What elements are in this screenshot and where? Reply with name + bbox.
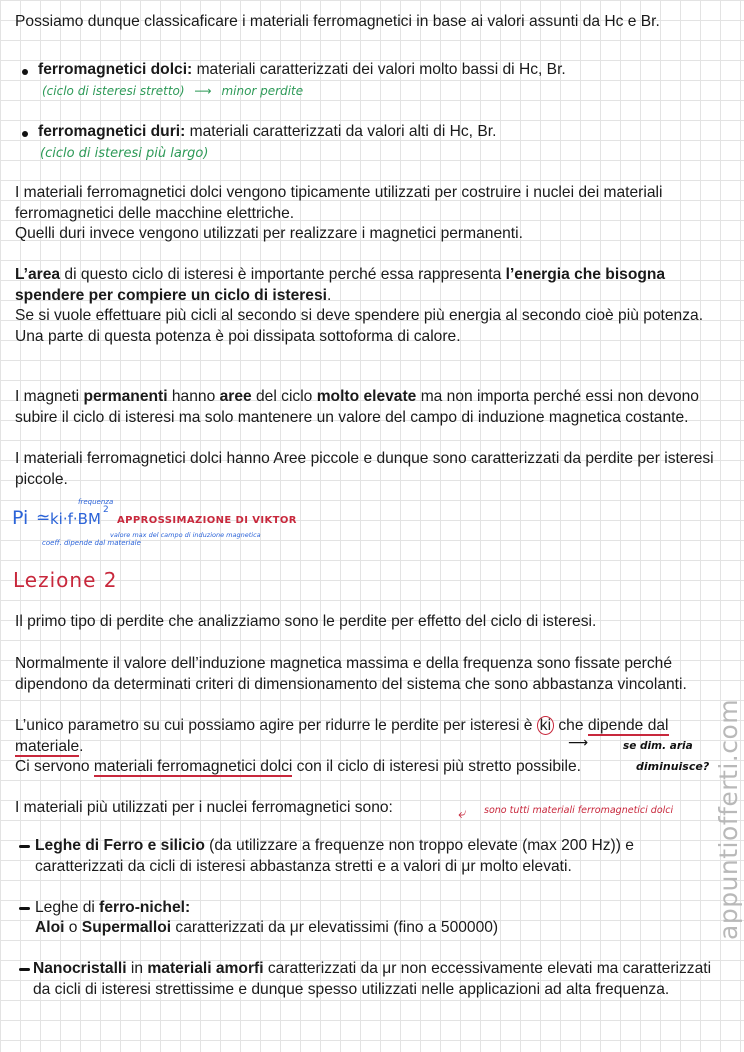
formula-lhs: Pi — [12, 507, 29, 529]
bullet-soft-title: ferromagnetici dolci: — [38, 61, 193, 78]
bullet-dot — [22, 131, 28, 137]
bullet-dot — [22, 69, 28, 75]
paragraph-power: Se si vuole effettuare più cicli al secondo si deve spendere più energia al secondo cioè più potenza. Una parte di questa potenza è poi dissipata sottoforma di calore. — [15, 307, 704, 345]
formula-note-frequency: frequenza — [78, 498, 114, 506]
paragraph-soft-areas: I materiali ferromagnetici dolci hanno Aree piccole e dunque sono caratterizzati da perdite per isteresi piccole. — [15, 450, 714, 488]
paragraph-materials-used: I materiali più utilizzati per i nuclei ferromagnetici sono: — [15, 799, 393, 816]
list-dash — [19, 845, 30, 848]
formula-note-coefficient: coeff. dipende dal materiale — [42, 539, 141, 547]
paragraph-permanent: I magneti permanenti hanno aree del ciclo molto elevate ma non importa perché essi non devono subire il ciclo di isteresi ma solo mantenere un valore del campo di induzione magnetica costante. — [15, 388, 699, 426]
handwritten-note-wide-cycle: (ciclo di isteresi più largo) — [40, 146, 209, 161]
paragraph-hard-uses: Quelli duri invece vengono utilizzati per realizzare i magnetici permanenti. — [15, 225, 523, 242]
list-item-iron-nickel: Leghe di ferro-nichel: — [35, 899, 191, 916]
ki-circled: ki — [537, 716, 554, 735]
list-dash — [19, 907, 30, 910]
underline-soft-materials: materiali ferromagnetici dolci — [93, 758, 293, 775]
intro-text: Possiamo dunque classicaficare i materiali ferromagnetici in base ai valori assunti da Hc e Br. — [15, 13, 660, 30]
formula-rhs: ki·f·BM — [50, 510, 101, 528]
paragraph-fixed-parameters: Normalmente il valore dell’induzione magnetica massima e della frequenza sono fissate perché dipendono da determinati criteri di dimensionamento del sistema che sono abbastanza vincolanti. — [15, 655, 687, 693]
formula-exponent: 2 — [103, 505, 109, 515]
handwritten-note-air: se dim. aria — [623, 740, 693, 752]
handwritten-note-narrow-cycle: (ciclo di isteresi stretto) ⟶ minor perdite — [42, 84, 304, 98]
watermark: appuntiofferti.com — [714, 698, 743, 940]
bullet-hard-title: ferromagnetici duri: — [38, 123, 186, 140]
list-item-iron-silicon: Leghe di Ferro e silicio (da utilizzare a frequenze non troppo elevate (max 200 Hz)) e caratterizzati da cicli di isteresi abbastanza stretti e a valori di μr molto elevati. — [35, 837, 634, 875]
paragraph-area: L’area di questo ciclo di isteresi è importante perché essa rappresenta l’energia che bisogna spendere per compiere un ciclo di isteresi. — [15, 266, 666, 304]
handwritten-note-decrease: diminuisce? — [636, 760, 710, 773]
bullet-hard-text: materiali caratterizzati da valori alti di Hc, Br. — [185, 123, 497, 140]
bullet-hard — [38, 122, 718, 143]
underline-depends-material: dipende dal materiale — [15, 717, 669, 755]
handwritten-note-soft-all: sono tutti materiali ferromagnetici dolci — [484, 805, 674, 816]
bullet-soft-text: materiali caratterizzati dei valori molto bassi di Hc, Br. — [192, 61, 566, 78]
formula-approx: ≃ — [36, 508, 51, 528]
lesson-title: Lezione 2 — [13, 568, 118, 592]
paragraph-ki: L’unico parametro su cui possiamo agire per ridurre le perdite per isteresi è ki che dipende dal materiale. — [15, 717, 669, 755]
bullet-soft — [38, 60, 718, 81]
list-item-nanocrystals: Nanocristalli in materiali amorfi caratterizzati da μr non eccessivamente elevati ma caratterizzati da cicli di isteresi strettissime e dunque spesso utilizzati nelle applicazioni ad alta frequenza. — [33, 960, 712, 998]
paragraph-hysteresis-losses: Il primo tipo di perdite che analizziamo sono le perdite per effetto del ciclo di isteresi. — [15, 613, 597, 630]
handwritten-arrow: ⟶ — [568, 735, 589, 751]
paragraph-soft-uses: I materiali ferromagnetici dolci vengono tipicamente utilizzati per costruire i nuclei dei materiali ferromagnetici delle macchine elettriche. — [15, 184, 663, 222]
formula-title: APPROSSIMAZIONE DI VIKTOR — [117, 515, 297, 526]
list-item-alloys: Aloi o Supermalloi caratterizzati da μr elevatissimi (fino a 500000) — [35, 919, 499, 936]
formula-note-induction: valore max del campo di induzione magnetica — [110, 531, 261, 539]
paragraph-soft-materials: Ci servono materiali ferromagnetici dolci con il ciclo di isteresi più stretto possibile. — [15, 758, 581, 775]
handwritten-arrow-red: ⤶ — [458, 804, 467, 822]
list-dash — [19, 968, 30, 971]
